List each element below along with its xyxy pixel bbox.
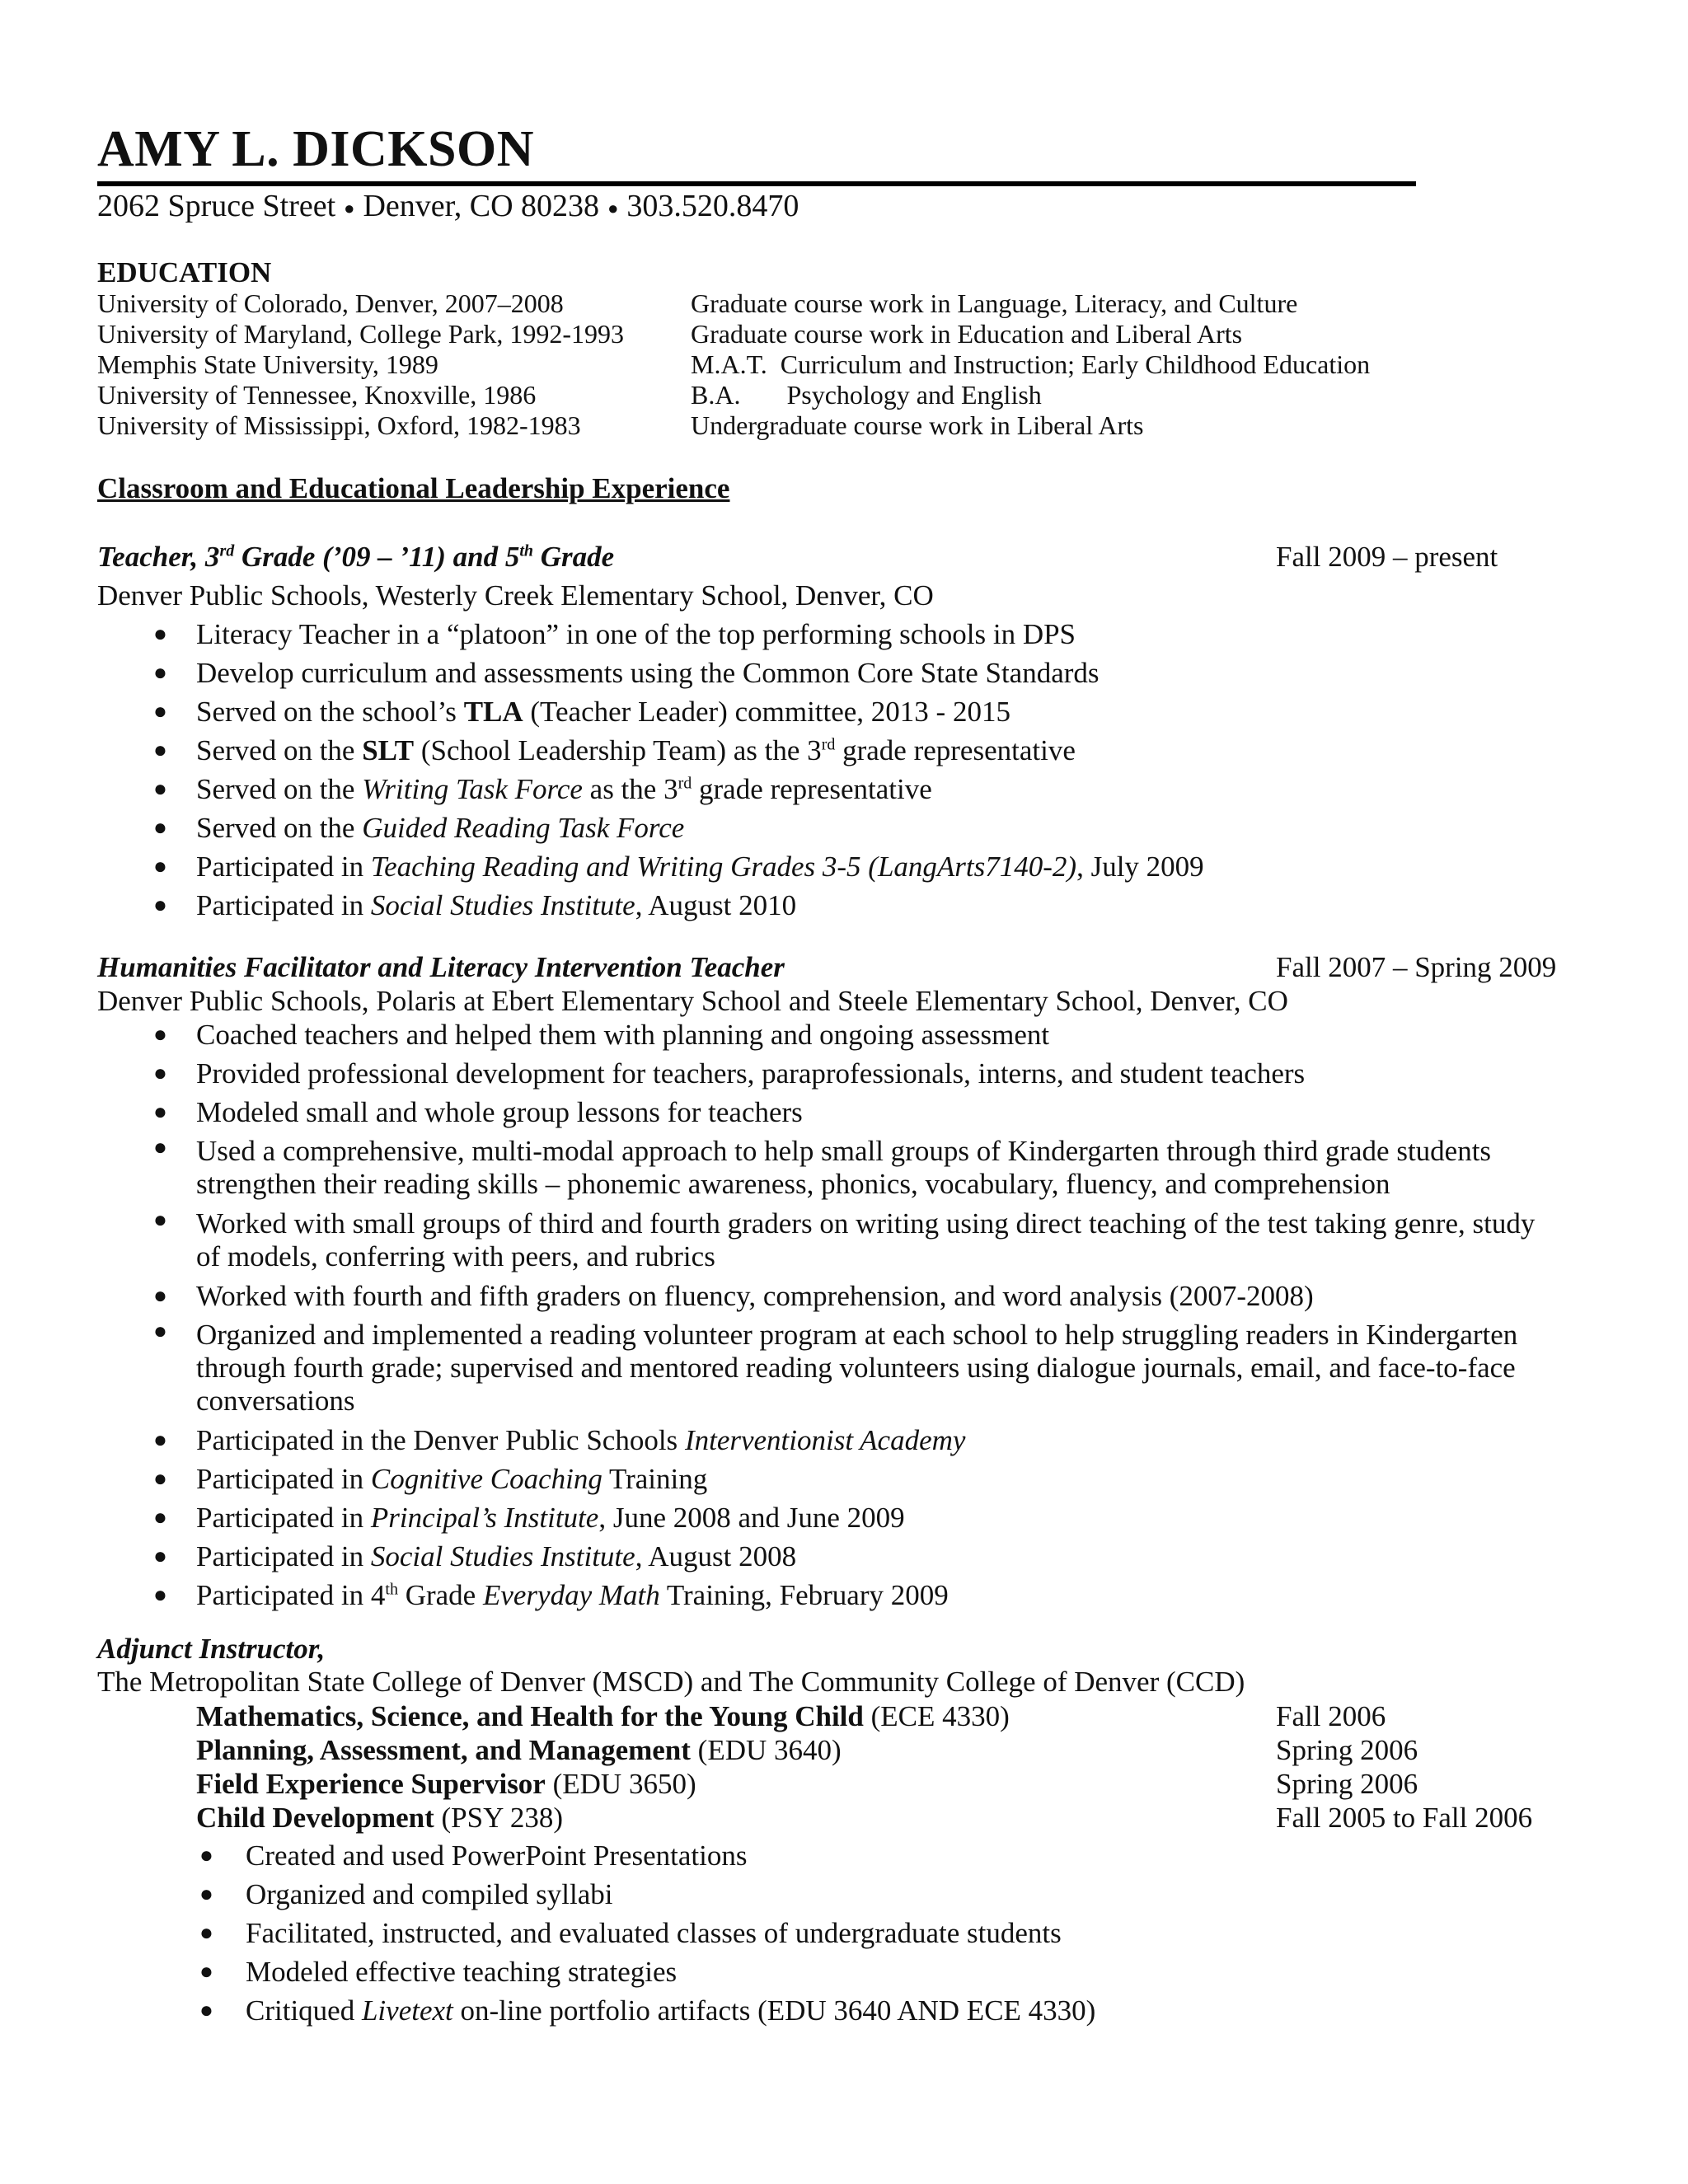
bullet-icon: ● bbox=[199, 1959, 213, 1985]
list-item: ● Created and used PowerPoint Presentations bbox=[97, 1836, 1548, 1875]
job-employer: Denver Public Schools, Westerly Creek Elementary School, Denver, CO bbox=[97, 579, 934, 612]
list-item: ● Served on the school’s TLA (Teacher Leader) committee, 2013 - 2015 bbox=[97, 692, 1548, 731]
course-name: Child Development (PSY 238) bbox=[196, 1802, 563, 1834]
course-list bbox=[196, 1699, 1597, 1835]
list-item: ● Organized and implemented a reading volunteer program at each school to help struggling readers in Kindergarten through fourth grade; supervised and mentored reading volunteers using dialogue journals, email, and face-to-face conversations bbox=[97, 1315, 1548, 1421]
education-school: University of Tennessee, Knoxville, 1986 bbox=[97, 380, 537, 410]
education-row bbox=[97, 319, 1370, 349]
job-title-line bbox=[97, 948, 1581, 987]
contact-line bbox=[97, 186, 799, 228]
education-list bbox=[97, 288, 1370, 441]
list-item: ● Used a comprehensive, multi-modal approach to help small groups of Kindergarten through third grade students strengthen their reading skills – phonemic awareness, phonics, vocabulary, fluency, and comprehension bbox=[97, 1132, 1548, 1204]
course-row bbox=[196, 1801, 1597, 1835]
job-humanities-facilitator bbox=[97, 948, 1581, 1615]
list-item: ● Served on the Guided Reading Task Force bbox=[97, 808, 1548, 847]
course-row bbox=[196, 1767, 1597, 1801]
bullet-icon: ● bbox=[153, 1283, 167, 1309]
bullet-icon: ● bbox=[199, 1843, 213, 1868]
list-item: ● Participated in the Denver Public Schools Interventionist Academy bbox=[97, 1421, 1548, 1460]
job-title: Humanities Facilitator and Literacy Intervention Teacher bbox=[97, 951, 785, 983]
bullet-icon: ● bbox=[199, 1920, 213, 1946]
bullet-icon: ● bbox=[199, 1882, 213, 1907]
list-item: ● Modeled small and whole group lessons for teachers bbox=[97, 1093, 1548, 1132]
education-detail: Graduate course work in Education and Liberal Arts bbox=[691, 319, 1243, 349]
job-employer: Denver Public Schools, Polaris at Ebert Elementary School and Steele Elementary School, Denver, CO bbox=[97, 985, 1288, 1017]
bullet-icon: ● bbox=[153, 1207, 167, 1233]
list-item: ● Worked with small groups of third and fourth graders on writing using direct teaching of the test taking genre, study of models, conferring with peers, and rubrics bbox=[97, 1204, 1548, 1277]
course-name: Field Experience Supervisor (EDU 3650) bbox=[196, 1768, 696, 1800]
course-date: Fall 2006 bbox=[1276, 1700, 1386, 1732]
bullet-icon: ● bbox=[153, 1427, 167, 1453]
education-row bbox=[97, 410, 1370, 441]
bullet-icon: ● bbox=[153, 1319, 167, 1344]
job-title-line bbox=[97, 537, 1581, 576]
education-row bbox=[97, 349, 1370, 380]
list-item: ● Modeled effective teaching strategies bbox=[97, 1952, 1548, 1991]
course-date: Spring 2006 bbox=[1276, 1768, 1418, 1800]
adjunct-bullets bbox=[97, 1836, 1548, 2030]
list-item: ● Facilitated, instructed, and evaluated classes of undergraduate students bbox=[97, 1914, 1548, 1952]
bullet-icon: ● bbox=[153, 776, 167, 802]
education-detail: M.A.T. Curriculum and Instruction; Early Childhood Education bbox=[691, 349, 1371, 379]
candidate-name: AMY L. DICKSON bbox=[97, 121, 535, 177]
job-teacher bbox=[97, 537, 1581, 925]
list-item: ● Critiqued Livetext on-line portfolio artifacts (EDU 3640 AND ECE 4330) bbox=[97, 1991, 1548, 2030]
job-date: Fall 2009 – present bbox=[1276, 541, 1498, 573]
bullet-icon: ● bbox=[153, 1099, 167, 1125]
course-name: Mathematics, Science, and Health for the Young Child (ECE 4330) bbox=[196, 1700, 1010, 1732]
list-item: ● Participated in Social Studies Institute, August 2008 bbox=[97, 1537, 1548, 1576]
bullet-icon: ● bbox=[153, 1061, 167, 1086]
education-school: Memphis State University, 1989 bbox=[97, 349, 438, 379]
education-school: University of Mississippi, Oxford, 1982-1983 bbox=[97, 410, 581, 440]
list-item: ● Provided professional development for teachers, paraprofessionals, interns, and student teachers bbox=[97, 1054, 1548, 1093]
city-state-zip: Denver, CO 80238 bbox=[363, 189, 600, 223]
job-bullets bbox=[97, 1015, 1581, 1615]
list-item: ● Participated in 4th Grade Everyday Math Training, February 2009 bbox=[97, 1576, 1548, 1615]
job-title-line bbox=[97, 1629, 1581, 1666]
course-date: Spring 2006 bbox=[1276, 1734, 1418, 1766]
education-detail: B.A. Psychology and English bbox=[691, 380, 1042, 410]
course-name: Planning, Assessment, and Management (EDU 3640) bbox=[196, 1734, 842, 1766]
bullet-icon: ● bbox=[153, 1505, 167, 1530]
experience-heading: Classroom and Educational Leadership Experience bbox=[97, 472, 730, 504]
bullet-icon: ● bbox=[153, 854, 167, 879]
bullet-icon: ● bbox=[153, 893, 167, 918]
bullet-icon: ● bbox=[153, 1135, 167, 1160]
bullet-icon: ● bbox=[153, 1466, 167, 1492]
list-item: ● Participated in Teaching Reading and Writing Grades 3-5 (LangArts7140-2), July 2009 bbox=[97, 847, 1548, 886]
education-row bbox=[97, 288, 1370, 319]
course-row bbox=[196, 1733, 1597, 1767]
phone-number: 303.520.8470 bbox=[626, 189, 799, 223]
education-detail: Undergraduate course work in Liberal Arts bbox=[691, 410, 1144, 440]
bullet-icon: ● bbox=[153, 660, 167, 686]
list-item: ● Served on the SLT (School Leadership Team) as the 3rd grade representative bbox=[97, 731, 1548, 770]
list-item: ● Organized and compiled syllabi bbox=[97, 1875, 1548, 1914]
job-adjunct-instructor bbox=[97, 1629, 1581, 1699]
bullet-icon: ● bbox=[153, 815, 167, 841]
bullet-icon: ● bbox=[153, 1582, 167, 1608]
list-item: ● Participated in Social Studies Institute, August 2010 bbox=[97, 886, 1548, 925]
list-item: ● Served on the Writing Task Force as the 3rd grade representative bbox=[97, 770, 1548, 808]
job-title: Teacher, 3rd Grade (’09 – ’11) and 5th Grade bbox=[97, 541, 615, 573]
education-row bbox=[97, 380, 1370, 410]
bullet-separator-icon: ● bbox=[607, 198, 619, 219]
course-row bbox=[196, 1699, 1597, 1733]
bullet-icon: ● bbox=[153, 699, 167, 724]
course-date: Fall 2005 to Fall 2006 bbox=[1276, 1802, 1533, 1834]
education-school: University of Colorado, Denver, 2007–2008 bbox=[97, 288, 564, 318]
job-bullets bbox=[97, 1836, 1548, 2030]
list-item: ● Coached teachers and helped them with planning and ongoing assessment bbox=[97, 1015, 1548, 1054]
street-address: 2062 Spruce Street bbox=[97, 189, 336, 223]
bullet-icon: ● bbox=[153, 738, 167, 763]
list-item: ● Develop curriculum and assessments using the Common Core State Standards bbox=[97, 654, 1548, 692]
bullet-icon: ● bbox=[199, 1998, 213, 2023]
education-detail: Graduate course work in Language, Literacy, and Culture bbox=[691, 288, 1298, 318]
bullet-separator-icon: ● bbox=[344, 198, 355, 219]
job-bullets bbox=[97, 615, 1581, 925]
job-employer: The Metropolitan State College of Denver (MSCD) and The Community College of Denver (CCD) bbox=[97, 1666, 1245, 1698]
job-date: Fall 2007 – Spring 2009 bbox=[1276, 951, 1557, 983]
education-school: University of Maryland, College Park, 1992-1993 bbox=[97, 319, 624, 349]
bullet-icon: ● bbox=[153, 1544, 167, 1569]
list-item: ● Participated in Principal’s Institute, June 2008 and June 2009 bbox=[97, 1498, 1548, 1537]
job-title: Adjunct Instructor, bbox=[97, 1633, 326, 1665]
bullet-icon: ● bbox=[153, 621, 167, 647]
bullet-icon: ● bbox=[153, 1022, 167, 1047]
education-heading: EDUCATION bbox=[97, 256, 272, 288]
list-item: ● Participated in Cognitive Coaching Training bbox=[97, 1460, 1548, 1498]
list-item: ● Literacy Teacher in a “platoon” in one of the top performing schools in DPS bbox=[97, 615, 1548, 654]
list-item: ● Worked with fourth and fifth graders on fluency, comprehension, and word analysis (2007-2008) bbox=[97, 1277, 1548, 1315]
